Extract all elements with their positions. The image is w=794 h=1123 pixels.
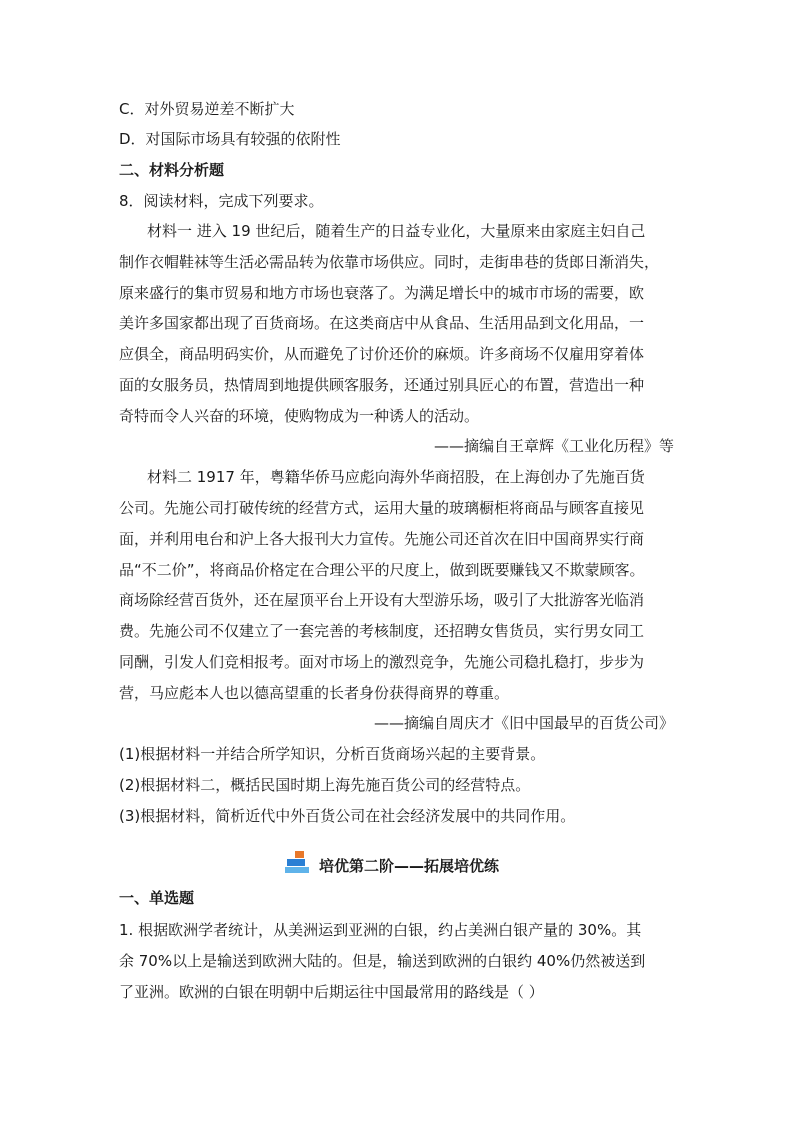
material1-line: 材料一 进入 19 世纪后，随着生产的日益专业化，大量原来由家庭主妇自己	[147, 222, 646, 240]
stage-blocks-icon	[285, 850, 313, 874]
material2-line: 面，并利用电台和沪上各大报刊大力宣传。先施公司还首次在旧中国商界实行商	[119, 530, 645, 548]
material1-line: 美许多国家都出现了百货商场。在这类商店中从食品、生活用品到文化用品，一	[119, 314, 645, 332]
question-8-intro: 8．阅读材料，完成下列要求。	[119, 192, 324, 210]
material1-line: 应俱全，商品明码实价，从而避免了讨价还价的麻烦。许多商场不仅雇用穿着体	[119, 345, 645, 363]
question-1-line: 1. 根据欧洲学者统计，从美洲运到亚洲的白银，约占美洲白银产量的 30%。其	[119, 921, 642, 939]
material2-line: 材料二 1917 年，粤籍华侨马应彪向海外华商招股，在上海创办了先施百货	[147, 468, 645, 486]
section-heading-material-analysis: 二、材料分析题	[119, 161, 225, 179]
material1-line: 面的女服务员，热情周到地提供顾客服务，还通过别具匠心的布置，营造出一种	[119, 376, 645, 394]
material2-line: 费。先施公司不仅建立了一套完善的考核制度，还招聘女售货员，实行男女同工	[119, 622, 645, 640]
stage-title: 培优第二阶——拓展培优练	[319, 857, 500, 875]
material2-line: 同酬，引发人们竞相报考。面对市场上的激烈竞争，先施公司稳扎稳打，步步为	[119, 653, 645, 671]
option-c: C．对外贸易逆差不断扩大	[119, 100, 295, 118]
material2-line: 商场除经营百货外，还在屋顶平台上开设有大型游乐场，吸引了大批游客光临消	[119, 591, 645, 609]
material1-line: 制作衣帽鞋袜等生活必需品转为依靠市场供应。同时，走街串巷的货郎日渐消失，	[119, 253, 660, 271]
section-heading-single-choice: 一、单选题	[119, 889, 195, 907]
question-1-line: 余 70%以上是输送到欧洲大陆的。但是，输送到欧洲的白银约 40%仍然被送到	[119, 952, 646, 970]
material1-source: ——摘编自王章辉《工业化历程》等	[433, 437, 674, 455]
material2-line: 公司。先施公司打破传统的经营方式，运用大量的玻璃橱柜将商品与顾客直接见	[119, 499, 645, 517]
material2-line: 营，马应彪本人也以德高望重的长者身份获得商界的尊重。	[119, 684, 510, 702]
sub-question-3: (3)根据材料，简析近代中外百货公司在社会经济发展中的共同作用。	[119, 807, 576, 825]
sub-question-1: (1)根据材料一并结合所学知识，分析百货商场兴起的主要背景。	[119, 745, 546, 763]
material2-source: ——摘编自周庆才《旧中国最早的百货公司》	[373, 714, 674, 732]
question-1-line: 了亚洲。欧洲的白银在明朝中后期运往中国最常用的路线是（ ）	[119, 983, 544, 1001]
option-d: D．对国际市场具有较强的依附性	[119, 130, 341, 148]
sub-question-2: (2)根据材料二，概括民国时期上海先施百货公司的经营特点。	[119, 776, 531, 794]
material1-line: 原来盛行的集市贸易和地方市场也衰落了。为满足增长中的城市市场的需要，欧	[119, 284, 645, 302]
material1-line: 奇特而令人兴奋的环境，使购物成为一种诱人的活动。	[119, 407, 480, 425]
material2-line: 品“不二价”，将商品价格定在合理公平的尺度上，做到既要赚钱又不欺蒙顾客。	[119, 561, 645, 579]
